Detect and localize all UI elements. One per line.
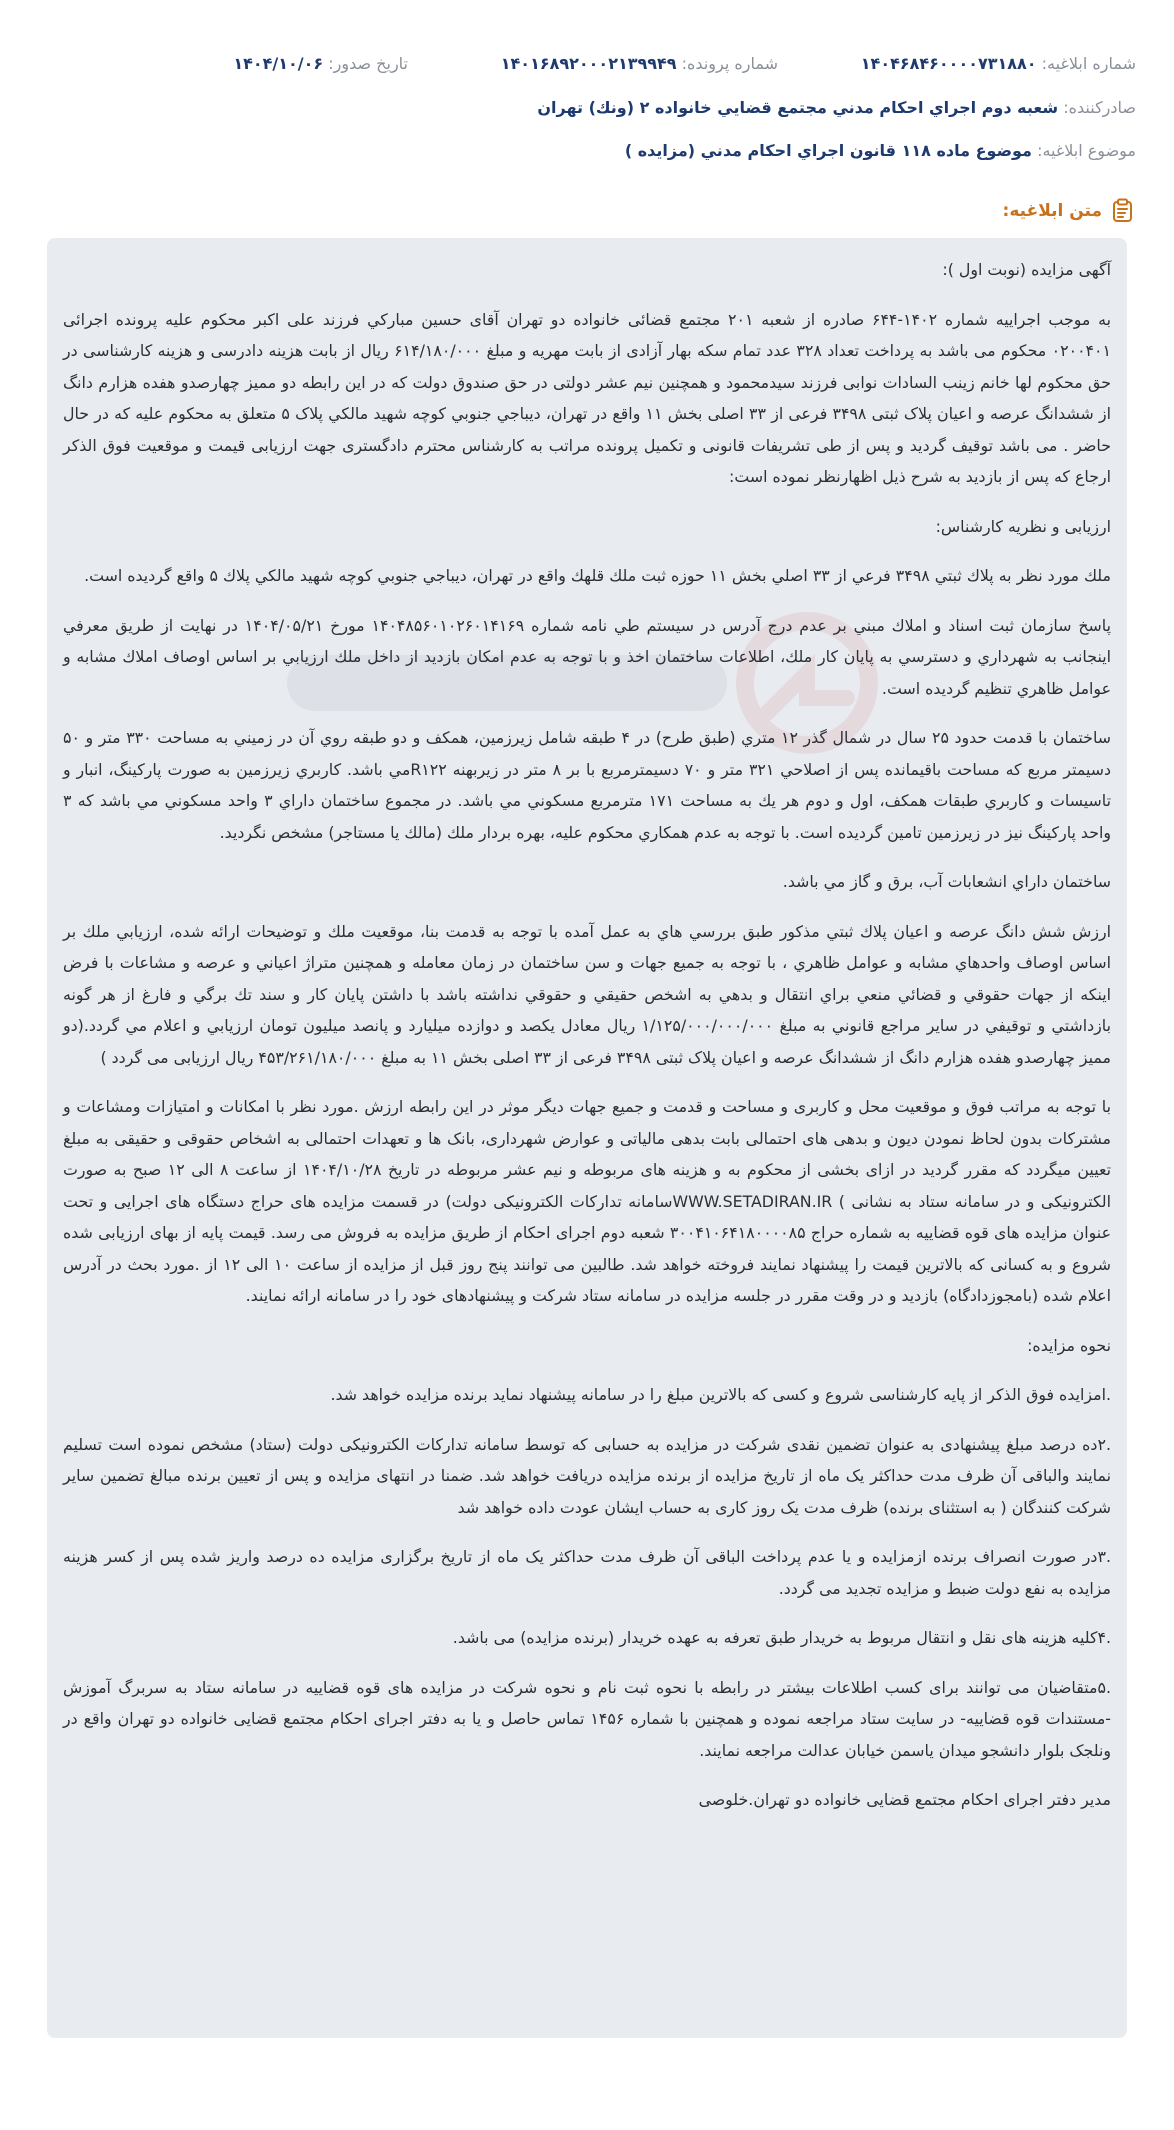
subject-value: موضوع ماده ۱۱۸ قانون اجراي احكام مدني (مزايده ) [624, 141, 1032, 160]
notice-body [63, 254, 1111, 1830]
notice-number [861, 54, 1136, 73]
case-number [501, 54, 778, 73]
issuer-label: صادرکننده: [1063, 98, 1136, 117]
notice-heading: آگهی مزایده (نوبت اول ): [942, 260, 1111, 279]
notice-paragraph: به موجب اجراییه شماره ۱۴۰۲-۶۴۴ صادره از شعبه ۲۰۱ مجتمع قضائی خانواده دو تهران آقای حسین مبارکي فرزند علی اکبر محکوم علیه پرونده اجرائی ۰۲۰۰۴۰۱ محکوم می باشد به پرداخت تعداد ۳۲۸ عدد تمام سکه بهار آزادی از بابت مهریه و مبلغ ۶۱۴/۱۸۰/۰۰۰ ریال از بابت هزینه دادرسی و هزینه کارشناسی در حق محکوم لها خانم زینب السادات نوابی فرزند سیدمحمود و همچنین نیم عشر دولتی در حق صندوق دولت که در این رابطه دو ممیز چهارصدو هفده هزارم دانگ از ششدانگ عرصه و اعیان پلاک ثبتی ۳۴۹۸ فرعی از ۳۳ اصلی بخش ۱۱ واقع در تهران، ديباجي جنوبي کوچه شهيد مالکي پلاک ۵ متعلق به محکوم علیه که در حال حاضر . می باشد توقیف گردید و پس از طی تشریفات قانونی و تکمیل پرونده مراتب به کارشناس محترم دادگستری جهت ارزیابی قیمت و موقعیت فوق الذکر ارجاع که پس از بازدید به شرح ذیل اظهارنظر نموده است: [63, 309, 1112, 486]
case-number-value: ۱۴۰۱۶۸۹۲۰۰۰۲۱۳۹۹۴۹ [500, 54, 677, 73]
notice-paragraph: پاسخ سازمان ثبت اسناد و املاك مبني بر عدم درج آدرس در سيستم طي نامه شماره ۱۴۰۴۸۵۶۰۱۰۲۶۰۱۴۱۶۹ مورخ ۱۴۰۴/۰۵/۲۱ در نهايت از طريق معرفي اينجانب به شهرداري و دسترسي به پايان كار ملك، اطلاعات ساختمان اخذ و با توجه به عدم امكان بازديد از داخل ملك ارزيابي بر اساس اوصاف املاك مشابه و عوامل ظاهري تنظيم گرديده است. [63, 615, 1111, 698]
auction-rule-item: .۳در صورت انصراف برنده ازمزایده و یا عدم پرداخت الباقی آن ظرف مدت حداکثر یک ماه از تاریخ برگزاری مزایده ده درصد واریز شده پس از کسر هزینه مزایده به نفع دولت ضبط و مزایده تجدید می گردد. [63, 1547, 1111, 1598]
notice-paragraph: ارزش شش دانگ عرصه و اعيان پلاك ثبتي مذكور طبق بررسي هاي به عمل آمده با توجه به قدمت بنا، موقعيت ملك و توضيحات ارائه شده، ارزيابي ملك بر اساس اوصاف واحدهاي مشابه و عوامل ظاهري ، با توجه به جميع جهات و سن ساختمان در زمان معامله و همچنين متراژ اعياني و عرصه و مشاعات با فرض اينكه از جهات حقوقي و قضائي منعي براي انتقال و بدهي به اشخص حقيقي و حقوقي نداشته باشد با داشتن پايان كار و سند تك برگي و فارغ از هر گونه بازداشتي و توقيفي در ساير مراجع قانوني به مبلغ ۱/۱۲۵/۰۰۰/۰۰۰/۰۰۰ ريال معادل يكصد و دوازده ميليارد و پانصد ميليون تومان ارزيابي و اعلام مي گردد.(دو ممیز چهارصدو هفده هزارم دانگ از ششدانگ عرصه و اعیان پلاک ثبتی ۳۴۹۸ فرعی از ۳۳ اصلی بخش ۱۱ به مبلغ ۴۵۳/۲۶۱/۱۸۰/۰۰۰ ریال ارزیابی می گردد ) [63, 921, 1111, 1067]
issuer-row [40, 98, 1136, 117]
issue-date [233, 54, 408, 73]
issuer-value: شعبه دوم اجراي احكام مدني مجتمع قضايي خانواده ۲ (ونك) تهران [537, 98, 1059, 117]
notice-text-box [47, 238, 1127, 2038]
notice-paragraph: ساختمان با قدمت حدود ۲۵ سال در شمال گذر ۱۲ متري (طبق طرح) در ۴ طبقه شامل زيرزمين، همكف و دو طبقه روي آن در زميني به مساحت ۳۳۰ متر و ۵۰ دسيمتر مربع كه مساحت باقيمانده پس از اصلاحي ۳۲۱ متر و ۷۰ دسيمترمربع با بر ۸ متر در زيربهنه R۱۲۲مي باشد. كاربري زيرزمين به صورت پاركينگ، انبار و تاسيسات و كاربري طبقات همكف، اول و دوم هر يك به مساحت ۱۷۱ مترمربع مسكوني مي باشد. در مجموع ساختمان داراي ۳ واحد مسكوني مي باشد كه ۳ واحد پاركينگ نيز در زيرزمين تامين گرديده است. با توجه به عدم همكاري محكوم عليه، بهره بردار ملك (مالك يا مستاجر) مشخص نگرديد. [63, 728, 1112, 842]
subject-row [40, 141, 1136, 160]
notice-paragraph: ملك مورد نظر به پلاك ثبتي ۳۴۹۸ فرعي از ۳۳ اصلي بخش ۱۱ حوزه ثبت ملك قلهك واقع در تهران، ديباجي جنوبي كوچه شهيد مالكي پلاك ۵ واقع گرديده است. [84, 566, 1111, 585]
auction-rule-item: .امزایده فوق الذکر از پایه کارشناسی شروع و کسی که بالاترین مبلغ را در سامانه پیشنهاد نماید برنده مزایده خواهد شد. [330, 1385, 1111, 1404]
notice-number-label: شماره ابلاغیه: [1041, 54, 1136, 73]
appraisal-heading: ارزیابی و نظریه کارشناس: [935, 516, 1111, 536]
notice-paragraph: ساختمان داراي انشعابات آب، برق و گاز مي باشد. [782, 872, 1111, 891]
section-title [1003, 198, 1136, 224]
auction-rule-item: .۵متقاضیان می توانند برای کسب اطلاعات بیشتر در رابطه با نحوه ثبت نام و نحوه شرکت در مزایده های قوه قضاییه در سامانه ستاد به سربرگ آموزش -مستندات قوه قضاییه- در سایت ستاد مراجعه نموده و همچنین با شماره ۱۴۵۶ تماس حاصل و یا به دفتر اجرای احکام مجتمع قضایی خانواده دو تهران واقع در ونلجک بلوار دانشجو میدان یاسمن خیابان عدالت مراجعه نمایند. [63, 1677, 1111, 1760]
auction-method-heading: نحوه مزایده: [1027, 1335, 1111, 1355]
section-title-text: متن ابلاغیه: [1002, 201, 1102, 221]
issue-date-label: تاریخ صدور: [328, 54, 408, 73]
auction-rule-item: .۲ده درصد مبلغ پیشنهادی به عنوان تضمین نقدی شرکت در مزایده به حسابی که توسط سامانه تدارکات الکترونیکی دولت (ستاد) مشخص نموده است تسلیم نمایند والباقی آن ظرف مدت حداکثر یک ماه از تاریخ مزایده از برنده مزایده دریافت خواهد شد. ضمنا در انتهای مزایده و پس از تعیین برنده مبالغ تضمین سایر شرکت کنندگان ( به استثنای برنده) ظرف مدت یک روز کاری به حساب ایشان عودت داده خواهد شد [63, 1434, 1111, 1517]
auction-rule-item: .۴کلیه هزینه های نقل و انتقال مربوط به خریدار طبق تعرفه به عهده خریدار (برنده مزایده) می باشد. [452, 1628, 1111, 1647]
case-number-label: شماره پرونده: [681, 54, 778, 73]
notice-paragraph: با توجه به مراتب فوق و موقعیت محل و کاربری و مساحت و قدمت و جمیع جهات دیگر موثر در این رابطه ارزش .مورد نظر با امکانات و امتیازات ومشاعات و مشترکات بدون لحاظ نمودن دیون و بدهی های احتمالی بابت بدهی مالیاتی و عوارض شهرداری، بانک ها و تعهدات احتمالی به اشخاص حقوقی و حقیقی به مبلغ تعیین میگردد که مقرر گردید در ازای بخشی از محکوم به و هزینه های مربوطه و نیم عشر مربوطه در تاریخ ۱۴۰۴/۱۰/۲۸ از ساعت ۸ الی ۱۲ صبح به صورت الکترونیکی و در سامانه ستاد به نشانی ) WWW.SETADIRAN.IRسامانه تدارکات الکترونیکی دولت) در قسمت مزایده های حراج دستگاه های اجرایی و تحت عنوان مزایده های قوه قضاییه به شماره حراج ۳۰۰۴۱۰۶۴۱۸۰۰۰۰۸۵ شعبه دوم اجرای احکام از طریق مزایده به فروش می رسد. قیمت پایه از بهای ارزیابی شده شروع و به کسانی که بالاترین قیمت را پیشنهاد نمایند فروخته خواهد شد. طالبین می توانند پنج روز قبل از مزایده از ساعت ۱۰ الی ۱۲ از .مورد بحث در آدرس اعلام شده (بامجوزدادگاه) بازدید و در وقت مقرر در جلسه مزایده در سامانه ستاد شرکت و پیشنهادهای خود را در سامانه ارائه نمایند. [63, 1097, 1112, 1305]
issue-date-value: ۱۴۰۴/۱۰/۰۶ [233, 54, 324, 73]
signature-line: مدیر دفتر اجرای احکام مجتمع قضایی خانواده دو تهران.خلوصی [698, 1790, 1111, 1809]
notice-number-value: ۱۴۰۴۶۸۴۶۰۰۰۰۷۳۱۸۸۰ [860, 54, 1037, 73]
subject-label: موضوع ابلاغیه: [1037, 141, 1136, 160]
document-text-icon [1110, 198, 1136, 224]
